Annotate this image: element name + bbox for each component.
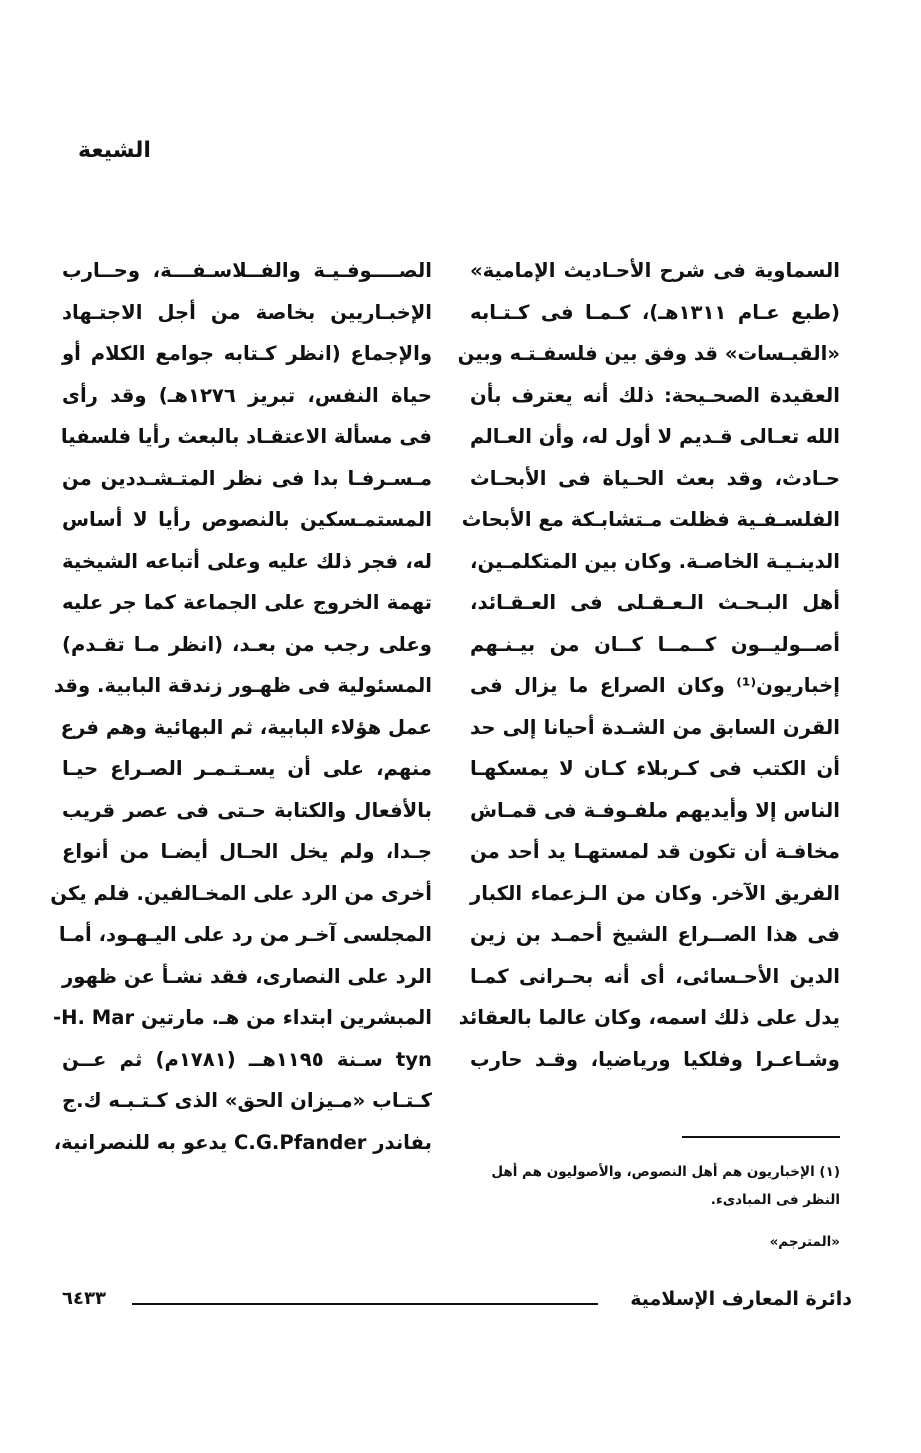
text-line: بالأفعال والكتابة حـتى فى عصر قريب	[62, 798, 432, 822]
text-line: والإجماع (انظر كـتابه جوامع الكلام أو	[62, 342, 432, 365]
text-line: أن الكتب فى كـربلاء كـان لا يمسكهـا	[470, 757, 840, 780]
text-line: الفلسـفـية فظلت مـتشابـكة مع الأبحاث	[461, 508, 840, 531]
text-line: تهمة الخروج على الجماعة كما جر عليه	[62, 591, 432, 614]
text-line: بفاندر C.G.Pfander يدعو به للنصرانية،	[53, 1130, 432, 1154]
text-line: أخرى من الرد على المخـالفين. فلم يكن	[50, 881, 432, 905]
page-footer	[62, 1288, 852, 1318]
text-line: الرد على النصارى، فقد نشـأ عن ظهور	[62, 964, 432, 988]
text-line: له، فجر ذلك عليه وعلى أتباعه الشيخية	[62, 549, 432, 573]
footnote-signature: «المترجم»	[769, 1234, 840, 1250]
footer-divider	[132, 1303, 598, 1305]
text-line: المستمـسكين بالنصوص رأيا لا أساس	[62, 508, 432, 531]
text-line: الدين الأحـسائى، أى أنه بحـرانى كمـا	[470, 964, 840, 988]
text-line: منهم، على أن يسـتـمـر الصـراع حيـا	[62, 757, 432, 780]
text-line: القرن السابق من الشـدة أحيانا إلى حد	[470, 715, 840, 739]
text-line: المجلسى آخـر من رد على اليـهـود، أمـا	[58, 923, 432, 946]
text-line: فى هذا الصــراع الشيخ أحمـد بن زين	[470, 923, 840, 946]
text-line: وعلى رجب من بعـد، (انظر مـا تقـدم)	[62, 632, 432, 656]
text-line: جـدا، ولم يخل الحـال أيضـا من أنواع	[62, 840, 432, 863]
footnote-text: (١) الإخباريون هم أهل النصوص، والأصوليون هم أهل	[491, 1164, 840, 1180]
text-line: المبشرين ابتداء من هـ. مارتين H. Mar-	[53, 1006, 432, 1029]
text-line: إخباريون⁽¹⁾ وكان الصراع ما يزال فى	[470, 674, 840, 697]
page-number: ٦٤٣٣	[62, 1288, 106, 1309]
text-line: وشـاعـرا وفلكيا ورياضيا، وقـد حارب	[470, 1047, 840, 1071]
text-line: حـادث، وقد بعث الحـياة فى الأبحـاث	[470, 466, 840, 490]
text-line: عمل هؤلاء البابية، ثم البهائية وهم فرع	[60, 715, 432, 739]
text-line: فى مسألة الاعتقـاد بالبعث رأيا فلسفيا	[60, 425, 432, 448]
text-line: الإخبـاريين بخاصة من أجل الاجتـهاد	[62, 300, 432, 324]
text-line: مخافـة أن تكون قد لمستهـا يد أحد من	[470, 840, 840, 863]
text-line: tyn سـنة ١١٩٥هــ (١٧٨١م) ثم عــن	[62, 1047, 432, 1071]
footnote-block	[470, 1158, 840, 1256]
text-line: أصــوليــون كــمــا كــان من بيـنـهم	[470, 632, 840, 656]
text-line: أهل البـحـث الـعـقـلى فى العـقـائد،	[470, 591, 840, 614]
text-line: حياة النفس، تبريز ١٢٧٦هـ) وقد رأى	[62, 383, 432, 407]
text-line: الله تعـالى قـديم لا أول له، وأن العـالم	[470, 425, 840, 448]
left-column	[50, 250, 432, 1163]
text-line: (طبع عـام ١٣١١هـ)، كـمـا فى كـتـابه	[470, 300, 840, 324]
footer-title: دائرة المعارف الإسلامية	[630, 1288, 852, 1310]
footnote-divider	[682, 1136, 840, 1138]
text-line: «القبـسات» قد وفق بين فلسفـتـه وبين	[457, 342, 840, 365]
footnote-text: النظر فى المبادىء.	[710, 1192, 840, 1208]
text-line: يدل على ذلك اسمه، وكان عالما بالعقائد	[458, 1006, 840, 1029]
right-column	[457, 250, 840, 1080]
text-line: مـسـرفـا بدا فى نظر المتـشـددين من	[62, 466, 432, 490]
text-line: السماوية فى شرح الأحـاديث الإمامية»	[470, 259, 840, 282]
text-line: العقيدة الصحـيحة: ذلك أنه يعترف بأن	[470, 383, 840, 407]
text-line: كـتـاب «مـيزان الحق» الذى كـتـبـه ك.ج	[62, 1089, 432, 1112]
text-line: الفريق الآخر. وكان من الـزعماء الكبار	[470, 881, 840, 905]
text-line: الصــــوفـيـة والفــلاسـفـــة، وحــارب	[62, 259, 432, 282]
text-line: الدينـيـة الخاصـة. وكان بين المتكلمـين،	[470, 549, 840, 573]
text-line: الناس إلا وأيديهم ملفـوفـة فى قمـاش	[470, 798, 840, 822]
running-title: الشيعة	[78, 138, 151, 163]
text-line: المسئولية فى ظهـور زندقة البابية. وقد	[53, 674, 432, 697]
